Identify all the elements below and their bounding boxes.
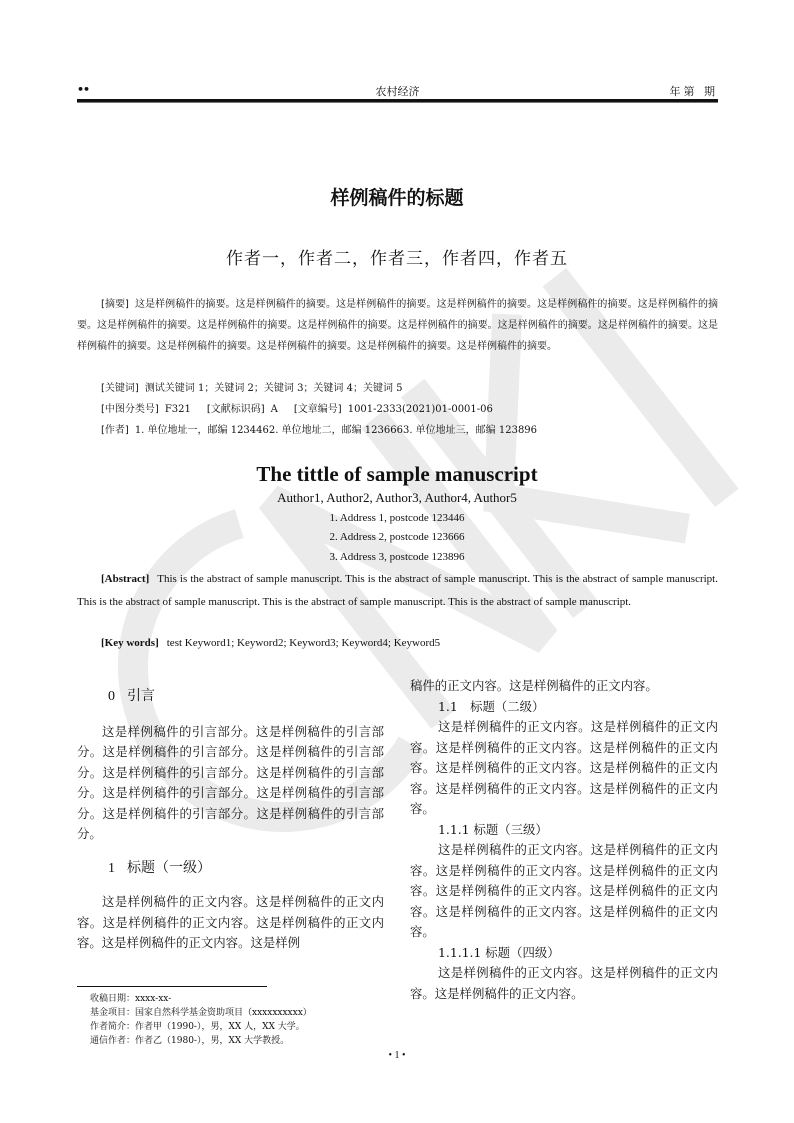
issue-info: 年第 期 [669,85,718,98]
article-no-value: 1001-2333(2021)01-0001-06 [347,404,493,415]
classification-line [77,399,718,420]
article-no-label: [文章编号] [293,404,342,415]
section-1-1-1-paragraph: 这是样例稿件的正文内容。这是样例稿件的正文内容。这是样例稿件的正文内容。这是样例稿件的正文内容。这是样例稿件的正文内容。这是样例稿件的正文内容。这是样例稿件的正文内容。这是样例稿件的正文内容。 [410,842,718,939]
section-1-1-paragraph: 这是样例稿件的正文内容。这是样例稿件的正文内容。这是样例稿件的正文内容。这是样例稿件的正文内容。这是样例稿件的正文内容。这是样例稿件的正文内容。这是样例稿件的正文内容。这是样例稿件的正文内容。 [410,719,718,816]
english-abstract [77,568,718,614]
footnote-text: xxxx-xx- [135,994,172,1004]
footnote-label: 作者简介： [90,1022,136,1032]
footnotes [90,992,312,1048]
section-number: 1 [108,860,115,876]
english-address-3: 3. Address 3, postcode 123896 [329,551,465,563]
chinese-keywords [77,378,718,399]
footnote-text: 作者甲（1990-），男，XX 人，XX 大学。 [135,1022,305,1032]
keywords-text: 测试关键词 1；关键词 2；关键词 3；关键词 4；关键词 5 [144,383,403,394]
section-heading-1 [77,858,384,880]
footnote-label: 基金项目： [90,1008,136,1018]
page-number: • 1 • [388,1050,406,1061]
section-1-paragraph: 这是样例稿件的正文内容。这是样例稿件的正文内容。这是样例稿件的正文内容。这是样例稿件的正文内容。这是样例稿件的正文内容。这是样例 [77,894,384,950]
section-title: 引言 [127,688,155,704]
chinese-abstract [77,294,718,357]
english-address-1: 1. Address 1, postcode 123446 [329,512,465,524]
english-authors: Author1, Author2, Author3, Author4, Author5 [277,490,517,505]
english-abstract-label: [Abstract] [101,573,150,585]
right-column [410,676,718,1004]
footnote-corresponding-author [90,1034,312,1048]
author-affiliations [77,420,718,441]
section-title: 标题（一级） [127,859,211,876]
section-heading-1-1-1: 1.1.1 标题（三级） [438,821,548,837]
footnote-funding [90,1006,312,1020]
header-rule-thin [77,102,718,103]
journal-name: 农村经济 [375,85,420,98]
section-number: 0 [108,689,115,704]
english-abstract-text: This is the abstract of sample manuscript. This is the abstract of sample manuscript. This is the abstract of sample manuscript. This is the abstract of sample manuscript. This is the abstract of sample manuscript. This is the abstract of sample manuscript. [77,573,718,608]
intro-paragraph: 这是样例稿件的引言部分。这是样例稿件的引言部分。这是样例稿件的引言部分。这是样例稿件的引言部分。这是样例稿件的引言部分。这是样例稿件的引言部分。这是样例稿件的引言部分。这是样例稿件的引言部分。这是样例稿件的引言部分。这是样例稿件的引言部分。 [77,723,384,841]
clc-value: F321 [164,404,191,415]
footnote-text: 国家自然科学基金资助项目（xxxxxxxxxx） [135,1008,312,1018]
english-keywords-label: [Key words] [101,637,159,649]
footnote-rule [77,986,267,987]
footnote-label: 通信作者： [90,1036,136,1046]
section-heading-1-1: 1.1 标题（二级） [438,698,545,714]
english-title: The tittle of sample manuscript [256,462,538,486]
english-keywords [77,632,718,655]
footnote-received-date [90,992,312,1006]
keywords-label: [关键词] [101,383,139,394]
footnote-text: 作者乙（1980-），男，XX 大学教授。 [135,1036,290,1046]
section-1-paragraph-continued: 稿件的正文内容。这是样例稿件的正文内容。 [410,678,658,693]
section-1-1-1-1-paragraph: 这是样例稿件的正文内容。这是样例稿件的正文内容。这是样例稿件的正文内容。 [410,965,718,1001]
abstract-text: 这是样例稿件的摘要。这是样例稿件的摘要。这是样例稿件的摘要。这是样例稿件的摘要。这是样例稿件的摘要。这是样例稿件的摘要。这是样例稿件的摘要。这是样例稿件的摘要。这是样例稿件的摘要。这是样例稿件的摘要。这是样例稿件的摘要。这是样例稿件的摘要。这是样例稿件的摘要。这是样例稿件的摘要。这是样例稿件的摘要。这是样例稿件的摘要。这是样例稿件的摘要。 [77,299,718,352]
abstract-label: [摘要] [101,299,129,310]
doc-code-value: A [270,404,278,415]
author-info-label: [作者] [101,425,129,436]
running-header [77,83,718,97]
footnote-label: 收稿日期： [90,994,136,1004]
chinese-title: 样例稿件的标题 [330,187,464,209]
english-address-2: 2. Address 2, postcode 123666 [329,531,465,543]
section-heading-0 [77,686,384,708]
chinese-authors: 作者一，作者二，作者三，作者四，作者五 [226,249,568,269]
clc-label: [中图分类号] [101,404,159,415]
english-keywords-text: test Keyword1; Keyword2; Keyword3; Keyword4; Keyword5 [166,637,441,649]
section-heading-1-1-1-1: 1.1.1.1 标题（四级） [438,944,560,960]
footnote-author-bio [90,1020,312,1034]
doc-code-label: [文献标识码] [206,404,265,415]
author-info-text: 1. 单位地址一，邮编 1234462. 单位地址二，邮编 1236663. 单位地址三，邮编 123896 [134,425,538,436]
header-mark: •• [77,83,90,96]
left-column [77,686,384,954]
